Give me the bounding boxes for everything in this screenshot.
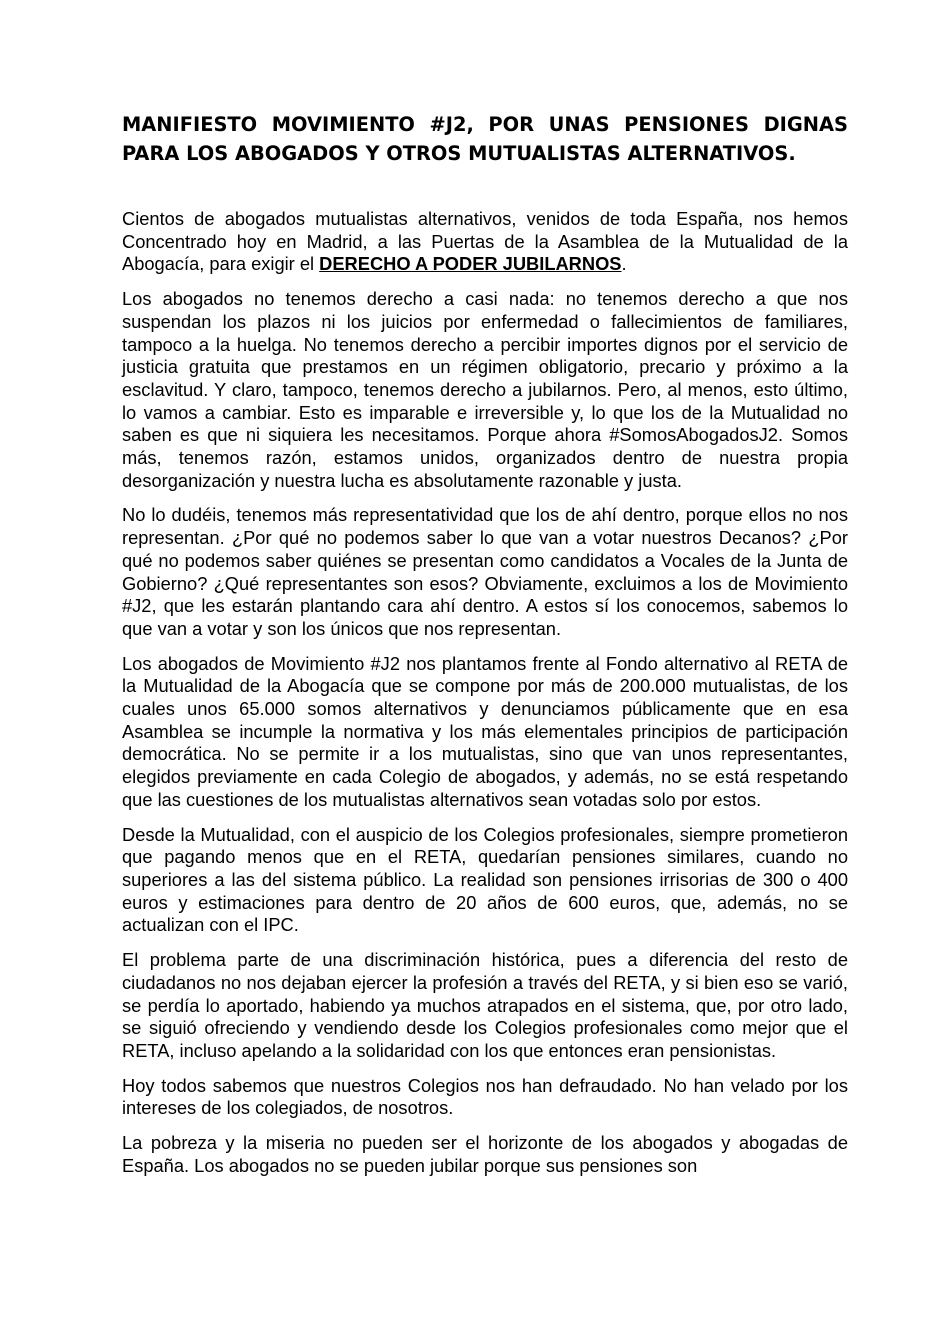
paragraph-derechos: Los abogados no tenemos derecho a casi nada: no tenemos derecho a que nos suspendan los plazos ni los juicios por enfermedad o fallecimientos de familiares, tampoco a la huelga. No tenemos derecho a percibir importes dignos por el servicio de justicia gratuita que prestamos en un régimen obligatorio, precario y próximo a la esclavitud. Y claro, tampoco, tenemos derecho a jubilarnos. Pero, al menos, esto último, lo vamos a cambiar. Esto es imparable e irreversible y, lo que los de la Mutualidad no saben es que ni siquiera les necesitamos. Porque ahora #SomosAbogadosJ2. Somos más, tenemos razón, estamos unidos, organizados dentro de nuestra propia desorganización y nuestra lucha es absolutamente razonable y justa. <box>122 288 848 491</box>
paragraph-pobreza: La pobreza y la miseria no pueden ser el horizonte de los abogados y abogadas de España. Los abogados no se pueden jubilar porque sus pensiones son <box>122 1132 848 1176</box>
paragraph-intro-end: . <box>621 253 627 275</box>
paragraph-intro <box>122 208 848 276</box>
paragraph-discriminacion: El problema parte de una discriminación histórica, pues a diferencia del resto de ciudadanos no nos dejaban ejercer la profesión a través del RETA, y si bien eso se varió, se perdía lo aportado, habiendo ya muchos atrapados en el sistema, que, por otro lado, se siguió ofreciendo y vendiendo desde los Colegios profesionales como mejor que el RETA, incluso apelando a la solidaridad con los que entonces eran pensionistas. <box>122 949 848 1061</box>
paragraph-intro-text: Cientos de abogados mutualistas alternativos, venidos de toda España, nos hemos Concentrado hoy en Madrid, a las Puertas de la Asamblea de la Mutualidad de la Abogacía, para exigir el <box>122 208 848 275</box>
paragraph-colegios: Hoy todos sabemos que nuestros Colegios nos han defraudado. No han velado por los intereses de los colegiados, de nosotros. <box>122 1074 848 1119</box>
paragraph-promesas: Desde la Mutualidad, con el auspicio de los Colegios profesionales, siempre prometieron que pagando menos que en el RETA, quedarían pensiones similares, cuando no superiores a las del sistema público. La realidad son pensiones irrisorias de 300 o 400 euros y estimaciones para dentro de 20 años de 600 euros, que, además, no se actualizan con el IPC. <box>122 823 848 936</box>
document-body <box>122 208 848 1177</box>
emphasis-derecho-a-jubilarnos: DERECHO A PODER JUBILARNOS <box>319 253 622 275</box>
paragraph-fondo-alternativo: Los abogados de Movimiento #J2 nos plantamos frente al Fondo alternativo al RETA de la Mutualidad de la Abogacía que se compone por más de 200.000 mutualistas, de los cuales unos 65.000 somos alternativos y denunciamos públicamente que en esa Asamblea se incumple la normativa y los más elementales principios de participación democrática. No se permite ir a los mutualistas, sino que van unos representantes, elegidos previamente en cada Colegio de abogados, y además, no se está respetando que las cuestiones de los mutualistas alternativos sean votadas solo por estos. <box>122 652 848 810</box>
document-title: MANIFIESTO MOVIMIENTO #J2, POR UNAS PENSIONES DIGNAS PARA LOS ABOGADOS Y OTROS MUTUALISTAS ALTERNATIVOS. <box>122 113 848 165</box>
document-content <box>122 110 848 1189</box>
paragraph-representatividad: No lo dudéis, tenemos más representatividad que los de ahí dentro, porque ellos no nos representan. ¿Por qué no podemos saber lo que van a votar nuestros Decanos? ¿Por qué no podemos saber quiénes se presentan como candidatos a Vocales de la Junta de Gobierno? ¿Qué representantes son esos? Obviamente, excluimos a los de Movimiento #J2, que les estarán plantando cara ahí dentro. A estos sí los conocemos, sabemos lo que van a votar y son los únicos que nos representan. <box>122 504 848 639</box>
